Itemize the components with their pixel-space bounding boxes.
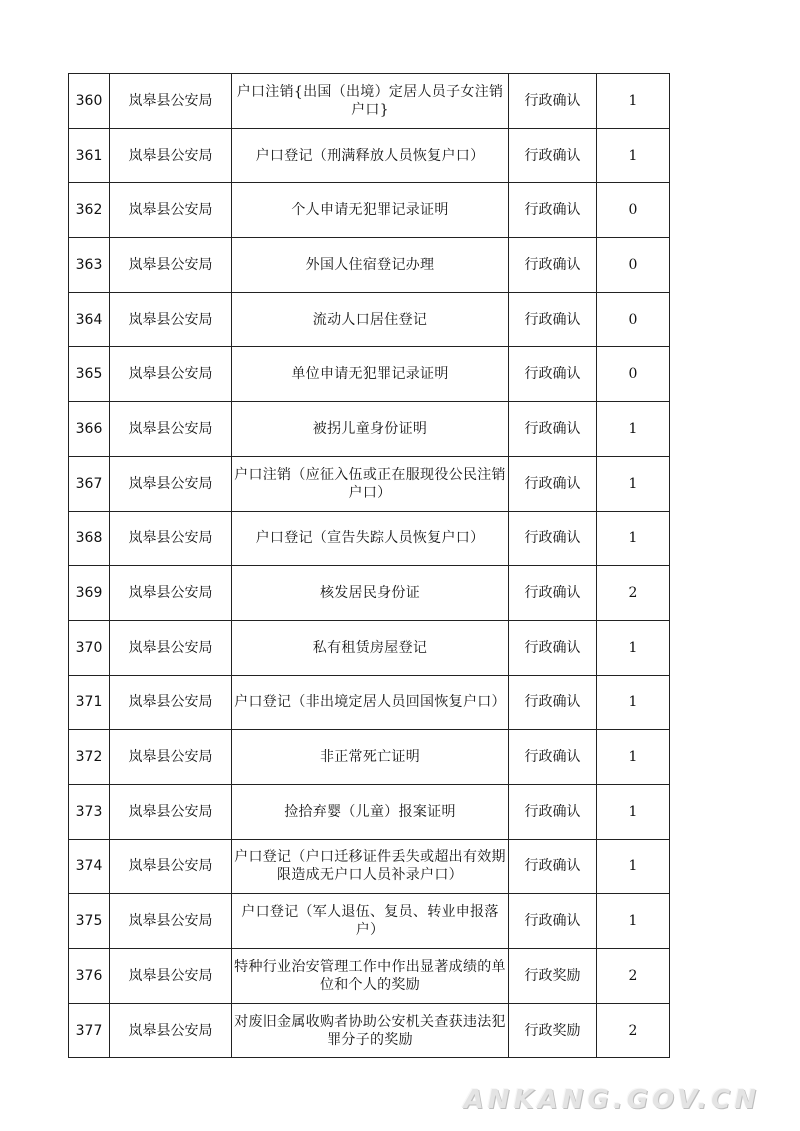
department-cell: 岚皋县公安局: [110, 402, 232, 457]
count-cell: 1: [597, 784, 670, 839]
service-item-text: 户口登记（户口迁移证件丢失或超出有效期限造成无户口人员补录户口）: [234, 849, 506, 884]
category-cell: 行政确认: [509, 620, 597, 675]
table-row: [69, 74, 670, 129]
count-cell: 1: [597, 839, 670, 894]
department-cell: 岚皋县公安局: [110, 949, 232, 1004]
service-item-text: 对废旧金属收购者协助公安机关查获违法犯罪分子的奖励: [234, 1013, 506, 1048]
service-item-cell: [232, 1003, 509, 1058]
category-cell: 行政确认: [509, 402, 597, 457]
department-cell: 岚皋县公安局: [110, 1003, 232, 1058]
service-item-text: 外国人住宿登记办理: [305, 256, 435, 273]
category-cell: 行政确认: [509, 566, 597, 621]
service-item-cell: [232, 402, 509, 457]
row-number: 368: [69, 511, 110, 566]
table-row: [69, 784, 670, 839]
count-cell: 1: [597, 730, 670, 785]
service-item-text: 户口登记（军人退伍、复员、转业申报落户）: [241, 904, 499, 939]
service-item-cell: [232, 675, 509, 730]
count-cell: 1: [597, 620, 670, 675]
department-cell: 岚皋县公安局: [110, 74, 232, 129]
row-number: 360: [69, 74, 110, 129]
service-item-cell: [232, 949, 509, 1004]
category-cell: 行政确认: [509, 511, 597, 566]
count-cell: 2: [597, 949, 670, 1004]
department-cell: 岚皋县公安局: [110, 839, 232, 894]
table-body: [69, 74, 670, 1058]
table-row: [69, 347, 670, 402]
category-cell: 行政确认: [509, 347, 597, 402]
table-row: [69, 730, 670, 785]
category-cell: 行政确认: [509, 730, 597, 785]
category-cell: 行政确认: [509, 128, 597, 183]
count-cell: 1: [597, 675, 670, 730]
category-cell: 行政确认: [509, 183, 597, 238]
department-cell: 岚皋县公安局: [110, 675, 232, 730]
row-number: 373: [69, 784, 110, 839]
service-item-text: 户口注销{出国（出境）定居人员子女注销户口}: [236, 83, 504, 118]
service-item-cell: [232, 183, 509, 238]
table-row: [69, 839, 670, 894]
service-item-cell: [232, 128, 509, 183]
category-cell: 行政确认: [509, 839, 597, 894]
category-cell: 行政确认: [509, 456, 597, 511]
table-row: [69, 949, 670, 1004]
count-cell: 1: [597, 402, 670, 457]
service-item-text: 户口注销（应征入伍或正在服现役公民注销户口）: [234, 466, 506, 501]
count-cell: 1: [597, 456, 670, 511]
row-number: 371: [69, 675, 110, 730]
table-row: [69, 511, 670, 566]
department-cell: 岚皋县公安局: [110, 784, 232, 839]
table-row: [69, 620, 670, 675]
count-cell: 0: [597, 347, 670, 402]
service-item-text: 个人申请无犯罪记录证明: [291, 202, 449, 219]
department-cell: 岚皋县公安局: [110, 730, 232, 785]
count-cell: 0: [597, 183, 670, 238]
department-cell: 岚皋县公安局: [110, 894, 232, 949]
service-item-text: 户口登记（非出境定居人员回国恢复户口）: [234, 694, 506, 711]
department-cell: 岚皋县公安局: [110, 566, 232, 621]
service-item-text: 户口登记（宣告失踪人员恢复户口）: [255, 530, 485, 547]
category-cell: 行政奖励: [509, 1003, 597, 1058]
service-item-cell: [232, 347, 509, 402]
table-row: [69, 238, 670, 293]
department-cell: 岚皋县公安局: [110, 511, 232, 566]
row-number: 374: [69, 839, 110, 894]
service-item-cell: [232, 74, 509, 129]
department-cell: 岚皋县公安局: [110, 238, 232, 293]
count-cell: 1: [597, 128, 670, 183]
service-item-cell: [232, 511, 509, 566]
table-row: [69, 566, 670, 621]
table-row: [69, 1003, 670, 1058]
count-cell: 0: [597, 292, 670, 347]
service-item-text: 特种行业治安管理工作中作出显著成绩的单位和个人的奖励: [234, 958, 506, 993]
count-cell: 1: [597, 511, 670, 566]
row-number: 361: [69, 128, 110, 183]
service-items-table: [68, 73, 670, 1058]
service-item-cell: [232, 839, 509, 894]
service-item-text: 户口登记（刑满释放人员恢复户口）: [255, 147, 485, 164]
row-number: 366: [69, 402, 110, 457]
row-number: 376: [69, 949, 110, 1004]
row-number: 365: [69, 347, 110, 402]
row-number: 375: [69, 894, 110, 949]
service-item-text: 非正常死亡证明: [319, 749, 421, 766]
table-row: [69, 402, 670, 457]
service-item-text: 被拐儿童身份证明: [312, 420, 428, 437]
category-cell: 行政确认: [509, 894, 597, 949]
table-row: [69, 128, 670, 183]
count-cell: 2: [597, 566, 670, 621]
row-number: 363: [69, 238, 110, 293]
department-cell: 岚皋县公安局: [110, 128, 232, 183]
count-cell: 2: [597, 1003, 670, 1058]
department-cell: 岚皋县公安局: [110, 292, 232, 347]
service-item-cell: [232, 566, 509, 621]
department-cell: 岚皋县公安局: [110, 456, 232, 511]
department-cell: 岚皋县公安局: [110, 183, 232, 238]
row-number: 367: [69, 456, 110, 511]
table-row: [69, 292, 670, 347]
category-cell: 行政确认: [509, 675, 597, 730]
service-item-text: 捡拾弃婴（儿童）报案证明: [284, 803, 456, 820]
service-item-cell: [232, 730, 509, 785]
service-item-text: 单位申请无犯罪记录证明: [291, 366, 449, 383]
row-number: 370: [69, 620, 110, 675]
category-cell: 行政确认: [509, 292, 597, 347]
table-row: [69, 183, 670, 238]
row-number: 364: [69, 292, 110, 347]
service-item-cell: [232, 456, 509, 511]
row-number: 377: [69, 1003, 110, 1058]
count-cell: 1: [597, 894, 670, 949]
service-item-text: 核发居民身份证: [319, 585, 421, 602]
service-item-text: 私有租赁房屋登记: [312, 639, 428, 656]
row-number: 369: [69, 566, 110, 621]
service-item-cell: [232, 894, 509, 949]
table-row: [69, 456, 670, 511]
table-row: [69, 894, 670, 949]
row-number: 372: [69, 730, 110, 785]
service-item-text: 流动人口居住登记: [312, 311, 428, 328]
service-item-cell: [232, 784, 509, 839]
site-watermark: ANKANG.GOV.CN: [463, 1085, 760, 1115]
category-cell: 行政确认: [509, 784, 597, 839]
department-cell: 岚皋县公安局: [110, 347, 232, 402]
department-cell: 岚皋县公安局: [110, 620, 232, 675]
count-cell: 1: [597, 74, 670, 129]
category-cell: 行政确认: [509, 238, 597, 293]
service-item-cell: [232, 620, 509, 675]
category-cell: 行政奖励: [509, 949, 597, 1004]
count-cell: 0: [597, 238, 670, 293]
category-cell: 行政确认: [509, 74, 597, 129]
service-item-cell: [232, 238, 509, 293]
service-item-cell: [232, 292, 509, 347]
table-row: [69, 675, 670, 730]
row-number: 362: [69, 183, 110, 238]
